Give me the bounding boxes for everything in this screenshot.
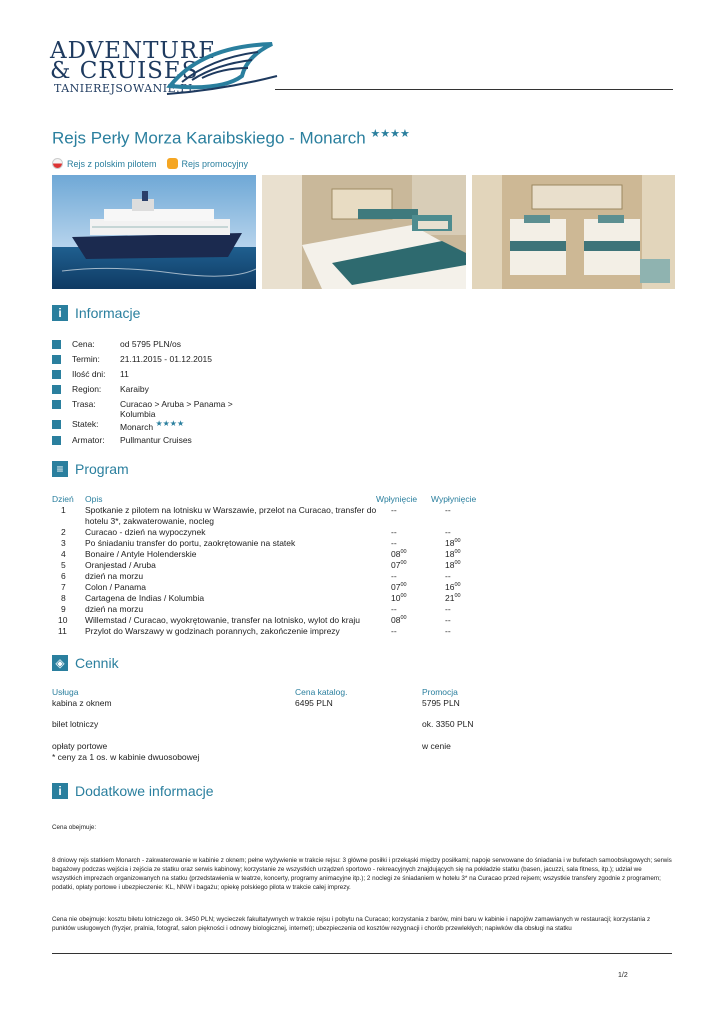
program-departure-minutes: 00: [454, 593, 461, 600]
days-icon: [52, 370, 61, 379]
promo-badge: Rejs promocyjny: [181, 158, 249, 169]
price-service: opłaty portowe: [52, 741, 108, 751]
price-service: kabina z oknem: [52, 698, 112, 708]
section-header-price: [52, 655, 119, 671]
program-arrival-hour: 07: [391, 560, 401, 570]
program-departure-hour: 18: [445, 549, 455, 559]
section-header-info: [52, 305, 140, 321]
program-arrival-hour: --: [391, 626, 397, 636]
price-tag-icon: ◈: [52, 655, 68, 671]
promo-icon: [167, 158, 178, 169]
program-day: 7: [61, 582, 66, 592]
info-label: Cena:: [72, 339, 95, 349]
program-desc: Spotkanie z pilotem na lotnisku w Warszawie, przelot na Curacao, transfer do: [85, 505, 377, 515]
program-arrival-hour: --: [391, 538, 397, 548]
program-departure-hour: --: [445, 626, 451, 636]
program-day: 4: [61, 549, 66, 559]
page-title: [52, 127, 410, 149]
program-arrival: [391, 604, 397, 614]
program-departure: [445, 538, 461, 548]
program-row: [52, 593, 482, 604]
program-desc: Oranjestad / Aruba: [85, 560, 156, 570]
program-departure: [445, 593, 461, 603]
program-desc: Cartagena de Indias / Kolumbia: [85, 593, 205, 603]
route-icon: [52, 400, 61, 409]
program-arrival: [391, 571, 397, 581]
cabin-photo-double: [262, 175, 466, 289]
includes-label: Cena obejmuje:: [52, 824, 97, 831]
polish-flag-icon: [52, 158, 63, 169]
price-promo: w cenie: [422, 741, 451, 751]
price-promo: ok. 3350 PLN: [422, 719, 474, 729]
program-day: 3: [61, 538, 66, 548]
program-arrival: [391, 626, 397, 636]
program-row: [52, 505, 482, 527]
page-number: 1/2: [618, 972, 628, 979]
price-promo: 5795 PLN: [422, 698, 460, 708]
program-arrival-minutes: 00: [400, 615, 407, 622]
excludes-text: Cena nie obejmuje: kosztu biletu lotniczego ok. 3450 PLN; wycieczek fakultatywnych w trakcie rejsu i pobytu na Curacao; korzystania z barów, mini baru w kabinie i napojów zamawianych w restauracji; korzystania z punktów usługowych (fryzjer, pralnia, fotograf, salon piękności i odnowy biologicznej, internet); ubezpieczenia od kosztów rezygnacji i chorób przewlekłych; napiwków dla obsługi na statku: [52, 916, 651, 932]
program-departure: [445, 549, 461, 559]
program-departure-hour: --: [445, 615, 451, 625]
info-row-days: [52, 369, 250, 379]
info-row-shipowner: [52, 435, 250, 445]
program-arrival-hour: --: [391, 571, 397, 581]
program-day: 11: [58, 626, 67, 636]
program-departure-minutes: 00: [454, 549, 461, 556]
list-icon: ≡: [52, 461, 68, 477]
program-arrival-hour: 10: [391, 593, 401, 603]
program-arrival: [391, 549, 407, 559]
program-day: 9: [61, 604, 66, 614]
program-arrival: [391, 582, 407, 592]
cabin-photo-twin: [472, 175, 675, 289]
price-service: bilet lotniczy: [52, 719, 99, 729]
section-title-info: Informacje: [75, 305, 141, 321]
program-desc: Colon / Panama: [85, 582, 146, 592]
program-departure: [445, 527, 451, 537]
price-header-promo: Promocja: [422, 687, 458, 697]
section-title-program: Program: [75, 461, 129, 477]
logo-line1: ADVENTURE: [50, 38, 217, 64]
program-arrival: [391, 538, 397, 548]
calendar-icon: [52, 355, 61, 364]
ship-icon: [52, 420, 61, 429]
program-row: [52, 626, 482, 637]
program-row: [52, 571, 482, 582]
program-departure-minutes: 00: [454, 538, 461, 545]
section-title-extra: Dodatkowe informacje: [75, 783, 214, 799]
info-label: Region:: [72, 384, 102, 394]
info-label: Trasa:: [72, 399, 96, 409]
program-desc: Curacao - dzień na wypoczynek: [85, 527, 206, 537]
header-divider: [275, 89, 673, 90]
program-arrival: [391, 505, 397, 515]
info-label: Armator:: [72, 435, 105, 445]
includes-text: 8 dniowy rejs statkiem Monarch - zakwaterowanie w kabinie z oknem; pełne wyżywienie w trakcie rejsu: 3 główne posiłki i przekąski między posiłkami; napoje serwowane do śniadania i w bufetach samoobsługowych; serwis bagażowy podczas wejścia i zejścia ze statku oraz serwis kabinowy; korzystanie ze wszystkich urządzeń sportowo - rekreacyjnych znajdujących się na pokładzie statku (basen, jacuzzi, sala fitness, itp.); udział we wszystkich imprezach organizowanych na statku (przedstawienia w teatrze, koncerty, programy animacyjne itp.); 2 noclegi ze śniadaniem w hotelu 3* na Curacao przed rejsem; wszystkie transfery zgodnie z programem; podatki, opłaty portowe i ubezpieczenie: KL, NNW i bagażu; opiekę polskiego pilota w trakcie całej imprezy.: [52, 857, 672, 891]
price-catalog: 6495 PLN: [295, 698, 333, 708]
program-row: [52, 560, 482, 571]
program-departure-minutes: 00: [454, 582, 461, 589]
info-row-price: [52, 339, 250, 349]
info-value: od 5795 PLN/os: [120, 339, 181, 349]
program-row: [52, 527, 482, 538]
program-arrival-minutes: 00: [400, 582, 407, 589]
info-value: [120, 419, 250, 432]
title-text: Rejs Perły Morza Karaibskiego - Monarch: [52, 128, 366, 148]
program-departure: [445, 615, 451, 625]
program-arrival: [391, 593, 407, 603]
program-desc: Bonaire / Antyle Holenderskie: [85, 549, 197, 559]
program-departure-hour: --: [445, 505, 451, 515]
program-desc: Przylot do Warszawy w godzinach porannych, zakończenie imprezy: [85, 626, 340, 636]
price-tag-icon: [52, 340, 61, 349]
program-arrival: [391, 615, 407, 625]
program-desc: dzień na morzu: [85, 571, 144, 581]
info-row-region: [52, 384, 250, 394]
program-departure-hour: 21: [445, 593, 455, 603]
program-row: [52, 582, 482, 593]
program-arrival-hour: --: [391, 527, 397, 537]
ship-photo: [52, 175, 256, 289]
program-desc: Willemstad / Curacao, wyokrętowanie, transfer na lotnisko, wylot do kraju: [85, 615, 360, 625]
badge-row: [52, 158, 248, 169]
program-departure: [445, 582, 461, 592]
program-arrival-hour: 07: [391, 582, 401, 592]
program-arrival-hour: 08: [391, 549, 401, 559]
program-departure-hour: --: [445, 604, 451, 614]
program-departure: [445, 604, 451, 614]
info-value: Karaiby: [120, 384, 149, 394]
logo-line3: TANIEREJSOWANIE.PL: [54, 82, 196, 95]
info-row-route: [52, 399, 242, 419]
program-departure: [445, 626, 451, 636]
program-desc: Po śniadaniu transfer do portu, zaokrętowanie na statek: [85, 538, 296, 548]
program-arrival: [391, 527, 397, 537]
info-label: Termin:: [72, 354, 100, 364]
footer-divider: [52, 953, 672, 954]
shipowner-icon: [52, 436, 61, 445]
globe-icon: [52, 385, 61, 394]
program-departure: [445, 571, 451, 581]
program-header-arrival: Wpłynięcie: [376, 494, 418, 504]
section-title-price: Cennik: [75, 655, 119, 671]
program-day: 6: [61, 571, 66, 581]
program-departure-hour: --: [445, 527, 451, 537]
program-row: [52, 604, 482, 615]
info-row-term: [52, 354, 250, 364]
title-stars: ★★★★: [370, 128, 410, 140]
program-departure: [445, 505, 451, 515]
program-desc-continued: hotelu 3*, zakwaterowanie, nocleg: [85, 516, 214, 526]
program-departure-hour: 18: [445, 538, 455, 548]
program-departure-hour: 18: [445, 560, 455, 570]
program-day: 8: [61, 593, 66, 603]
program-arrival-hour: 08: [391, 615, 401, 625]
info-icon: i: [52, 305, 68, 321]
program-day: 5: [61, 560, 66, 570]
program-header-departure: Wypłynięcie: [431, 494, 477, 504]
logo-line2: & CRUISES: [50, 58, 199, 84]
program-day: 10: [58, 615, 68, 625]
company-logo: [22, 30, 282, 100]
info-label: Ilość dni:: [72, 369, 106, 379]
program-departure-hour: 16: [445, 582, 455, 592]
program-departure-minutes: 00: [454, 560, 461, 567]
info-value: 21.11.2015 - 01.12.2015: [120, 354, 213, 364]
program-arrival-hour: --: [391, 505, 397, 515]
ship-name: Monarch: [120, 421, 154, 432]
ship-logo-icon: [162, 36, 282, 100]
program-day: 2: [61, 527, 66, 537]
ship-stars: ★★★★: [155, 419, 185, 428]
program-departure: [445, 560, 461, 570]
info-value: Curacao > Aruba > Panama > Kolumbia: [120, 399, 233, 419]
program-arrival-minutes: 00: [400, 560, 407, 567]
info-icon: i: [52, 783, 68, 799]
program-desc: dzień na morzu: [85, 604, 144, 614]
program-arrival: [391, 560, 407, 570]
polish-pilot-badge: Rejs z polskim pilotem: [67, 158, 157, 169]
program-arrival-hour: --: [391, 604, 397, 614]
section-header-extra: [52, 783, 214, 799]
price-note: * ceny za 1 os. w kabinie dwuosobowej: [52, 752, 200, 762]
program-arrival-minutes: 00: [400, 549, 407, 556]
program-row: [52, 549, 482, 560]
price-header-service: Usługa: [52, 687, 79, 697]
info-value: Pullmantur Cruises: [120, 435, 192, 445]
section-header-program: [52, 461, 129, 477]
program-header-desc: Opis: [85, 494, 103, 504]
info-value: 11: [120, 369, 129, 379]
program-arrival-minutes: 00: [400, 593, 407, 600]
program-day: 1: [61, 505, 66, 515]
program-row: [52, 615, 482, 626]
program-departure-hour: --: [445, 571, 451, 581]
info-label: Statek:: [72, 419, 99, 429]
price-header-catalog: Cena katalog.: [295, 687, 348, 697]
info-row-ship: [52, 419, 250, 432]
program-header-day: Dzień: [52, 494, 74, 504]
program-row: [52, 538, 482, 549]
